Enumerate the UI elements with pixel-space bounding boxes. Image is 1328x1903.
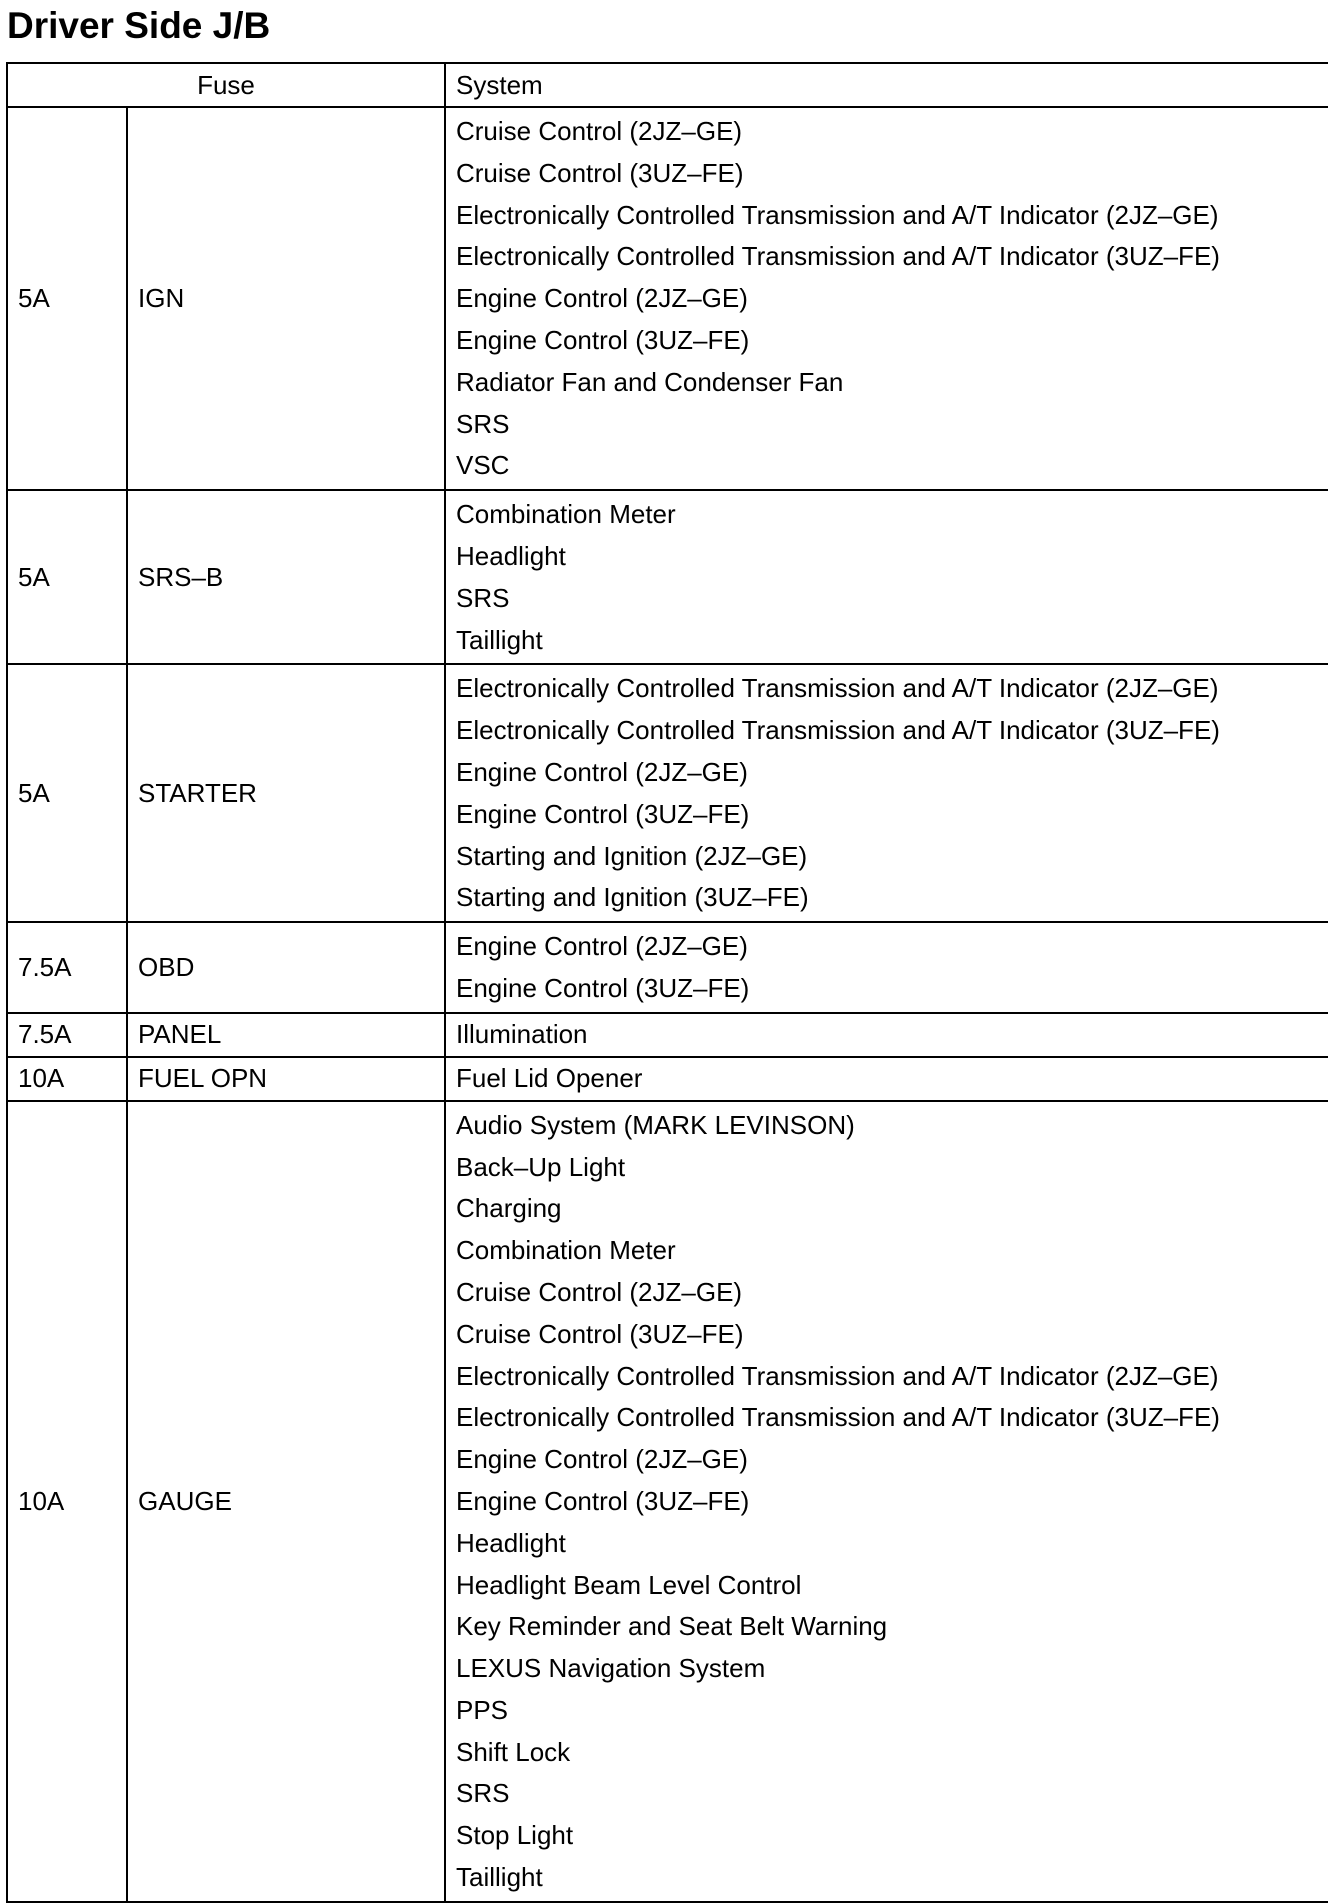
system-item: Cruise Control (2JZ–GE)	[456, 116, 743, 146]
fuse-name: GAUGE	[127, 1101, 445, 1902]
system-item: Engine Control (3UZ–FE)	[456, 972, 750, 1003]
system-item: Radiator Fan and Condenser Fan	[456, 366, 844, 397]
fuse-amperage: 5A	[7, 490, 127, 664]
system-item: SRS	[456, 1778, 510, 1809]
table-row	[7, 664, 1328, 922]
system-item: Fuel Lid Opener	[456, 1062, 643, 1093]
system-list	[445, 1013, 1328, 1057]
system-item: VSC	[456, 450, 510, 481]
system-item: Electronically Controlled Transmission and A/T Indicator (3UZ–FE)	[456, 715, 1220, 746]
system-item: Electronically Controlled Transmission and A/T Indicator (2JZ–GE)	[456, 1360, 1219, 1391]
table-row	[7, 490, 1328, 664]
system-item: Engine Control (2JZ–GE)	[456, 931, 748, 962]
fuse-name: SRS–B	[127, 490, 445, 664]
system-list	[445, 490, 1328, 664]
system-item: Combination Meter	[456, 499, 676, 530]
system-item: Electronically Controlled Transmission and A/T Indicator (2JZ–GE)	[456, 673, 1219, 704]
system-item: Cruise Control (2JZ–GE)	[456, 1276, 743, 1307]
system-item: Electronically Controlled Transmission and A/T Indicator (3UZ–FE)	[456, 1402, 1220, 1433]
system-item: Cruise Control (3UZ–FE)	[456, 157, 744, 188]
fuse-name: PANEL	[127, 1013, 445, 1057]
system-item: Engine Control (2JZ–GE)	[456, 283, 748, 314]
system-item: LEXUS Navigation System	[456, 1653, 766, 1684]
system-list	[445, 107, 1328, 490]
system-item: Engine Control (3UZ–FE)	[456, 324, 750, 355]
system-item: Combination Meter	[456, 1235, 676, 1266]
system-list	[445, 1101, 1328, 1902]
system-list	[445, 664, 1328, 922]
fuse-amperage: 7.5A	[7, 1013, 127, 1057]
fuse-name: FUEL OPN	[127, 1057, 445, 1101]
fuse-amperage: 7.5A	[7, 922, 127, 1013]
system-item: Headlight	[456, 1527, 566, 1558]
system-item: SRS	[456, 408, 510, 439]
system-list	[445, 1057, 1328, 1101]
header-system: System	[445, 63, 1328, 107]
system-item: Shift Lock	[456, 1736, 571, 1767]
system-item: Starting and Ignition (3UZ–FE)	[456, 882, 809, 913]
system-item: SRS	[456, 582, 510, 613]
system-item: Starting and Ignition (2JZ–GE)	[456, 840, 808, 871]
system-item: Audio System (MARK LEVINSON)	[456, 1109, 855, 1140]
page-title: Driver Side J/B	[7, 5, 271, 46]
system-item: Headlight	[456, 540, 566, 571]
system-item: Engine Control (3UZ–FE)	[456, 798, 750, 829]
system-item: Engine Control (3UZ–FE)	[456, 1485, 750, 1516]
fuse-amperage: 5A	[7, 107, 127, 490]
table-row	[7, 1057, 1328, 1101]
fuse-name: OBD	[127, 922, 445, 1013]
table-row	[7, 107, 1328, 490]
system-item: Taillight	[456, 1862, 543, 1893]
table-row	[7, 1013, 1328, 1057]
fuse-amperage: 10A	[7, 1101, 127, 1902]
fuse-name: STARTER	[127, 664, 445, 922]
system-item: Engine Control (2JZ–GE)	[456, 1444, 748, 1475]
table-row	[7, 1101, 1328, 1902]
system-item: Electronically Controlled Transmission and A/T Indicator (2JZ–GE)	[456, 199, 1219, 230]
fuse-amperage: 5A	[7, 664, 127, 922]
system-item: Cruise Control (3UZ–FE)	[456, 1318, 744, 1349]
header-fuse: Fuse	[7, 63, 445, 107]
fuse-name: IGN	[127, 107, 445, 490]
system-item: Taillight	[456, 624, 543, 655]
fuse-table	[6, 62, 1328, 1903]
system-item: Back–Up Light	[456, 1151, 626, 1182]
system-item: Illumination	[456, 1018, 588, 1049]
system-list	[445, 922, 1328, 1013]
system-item: Engine Control (2JZ–GE)	[456, 756, 748, 787]
table-header-row	[7, 63, 1328, 107]
system-item: Charging	[456, 1193, 562, 1224]
system-item: Electronically Controlled Transmission and A/T Indicator (3UZ–FE)	[456, 241, 1220, 272]
fuse-amperage: 10A	[7, 1057, 127, 1101]
table-body	[7, 107, 1328, 1902]
system-item: Stop Light	[456, 1820, 574, 1851]
system-item: Key Reminder and Seat Belt Warning	[456, 1611, 888, 1642]
system-item: Headlight Beam Level Control	[456, 1569, 802, 1600]
table-row	[7, 922, 1328, 1013]
system-item: PPS	[456, 1694, 509, 1725]
